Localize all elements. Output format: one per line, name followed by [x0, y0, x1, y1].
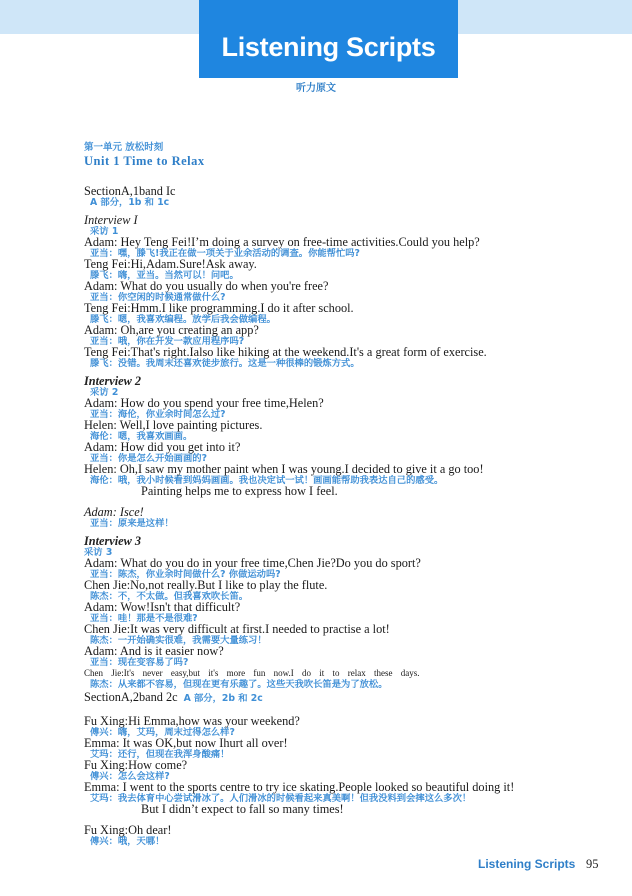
dialogue-line: Helen: Oh,I saw my mother paint when I was young.I decided to give it a go too!	[84, 462, 484, 476]
interview-2-title: Interview 2	[84, 374, 142, 388]
section-a2-title	[84, 690, 604, 706]
interview-3-title: Interview 3	[84, 534, 142, 548]
dialogue-line: Adam: How did you get into it?	[84, 440, 241, 454]
interview-2-lines	[84, 398, 604, 497]
dialogue-line: Adam: What do you usually do when you're free?	[84, 279, 329, 293]
dialogue-line-cn: 陈杰：从来都不容易，但现在更有乐趣了。这些天我吹长笛是为了放松。	[90, 679, 388, 690]
dialogue-line: Chen Jie:It's never easy,but it's more fun now.I do it to relax these days.	[84, 668, 420, 678]
dialogue-line: Adam: How do you spend your free time,Helen?	[84, 396, 324, 410]
dialogue-line-cn: 亚当：现在变容易了吗?	[90, 657, 189, 668]
dialogue-line: Adam: Hey Teng Fei!I’m doing a survey on free-time activities.Could you help?	[84, 235, 480, 249]
dialogue-line-cn: 亚当：陈杰，你业余时间做什么? 你做运动吗?	[90, 569, 281, 580]
section-a1-title: SectionA,1band Ic	[84, 184, 176, 198]
dialogue-line: Fu Xing:How come?	[84, 758, 188, 772]
dialogue-line-cn: 陈杰：一开始确实很难，我需要大量练习！	[90, 635, 267, 646]
interview-1-lines	[84, 237, 604, 369]
dialogue-line: Adam: What do you do in your free time,Chen Jie?Do you do sport?	[84, 556, 421, 570]
dialogue-continuation: Painting helps me to express how I feel.	[141, 484, 338, 498]
dialogue-line: Emma: It was OK,but now Ihurt all over!	[84, 736, 288, 750]
interview-1-title-cn: 采访 1	[90, 226, 119, 237]
dialogue-line-cn: 艾玛：我去体育中心尝试滑冰了。人们滑冰的时候看起来真美啊！但我没料到会摔这么多次！	[90, 793, 472, 804]
dialogue-line: Emma: I went to the sports centre to try ice skating.People looked so beautiful doing it!	[84, 780, 515, 794]
interview-3-lines	[84, 558, 604, 690]
interview-1-title: Interview I	[84, 213, 138, 227]
dialogue-line-cn: 亚当：海伦，你业余时间怎么过?	[90, 409, 226, 420]
dialogue-2-closing: Fu Xing:Oh dear!	[84, 823, 172, 837]
dialogue-line-cn: 陈杰：不，不太做。但我喜欢吹长笛。	[90, 591, 249, 602]
script-content	[84, 142, 604, 847]
interview-2-closing-cn: 亚当：原来是这样！	[90, 518, 174, 529]
dialogue-line-cn: 艾玛：还行，但现在我浑身酸痛！	[90, 749, 230, 760]
section-a1-cn: A 部分，1b 和 1c	[90, 197, 170, 208]
footer-label: Listening Scripts	[478, 857, 576, 871]
dialogue-line-cn: 亚当：嘿，滕飞!我正在做一项关于业余活动的调查。你能帮忙吗?	[90, 248, 360, 259]
unit-title-en: Unit 1 Time to Relax	[84, 154, 205, 168]
interview-2-closing: Adam: Isce!	[84, 505, 144, 519]
dialogue-continuation: But I didn’t expect to fall so many times!	[141, 802, 344, 816]
dialogue-line-cn: 滕飞：嗨，亚当。当然可以！问吧。	[90, 270, 239, 281]
dialogue-line: Teng Fei:Hi,Adam.Sure!Ask away.	[84, 257, 257, 271]
dialogue-line: Chen Jie:No,not really.But I like to play the flute.	[84, 578, 328, 592]
section-a2-title-en: SectionA,2band 2c	[84, 690, 178, 704]
header-tab	[199, 0, 458, 78]
interview-3-title-cn: 采访 3	[84, 547, 113, 558]
dialogue-line-cn: 海伦：嗯，我喜欢画画。	[90, 431, 193, 442]
dialogue-line: Fu Xing:Hi Emma,how was your weekend?	[84, 714, 300, 728]
dialogue-line-cn: 亚当：哇！那是不是很难?	[90, 613, 198, 624]
page-number: 95	[586, 857, 599, 871]
dialogue-2-closing-cn: 傅兴：哦，天哪！	[90, 836, 165, 847]
dialogue-line-cn: 滕飞：没错。我周末还喜欢徒步旅行。这是一种很棒的锻炼方式。	[90, 358, 360, 369]
dialogue-line: Adam: Oh,are you creating an app?	[84, 323, 259, 337]
dialogue-line-cn: 傅兴：嗨，艾玛，周末过得怎么样?	[90, 727, 235, 738]
dialogue-line: Adam: Wow!Isn't that difficult?	[84, 600, 241, 614]
dialogue-line-cn: 亚当：你是怎么开始画画的?	[90, 453, 207, 464]
dialogue-line: Adam: And is it easier now?	[84, 644, 224, 658]
unit-title-cn: 第一单元 放松时刻	[84, 142, 164, 153]
page-title: Listening Scripts	[221, 32, 436, 62]
dialogue-line: Teng Fei:Hmm.I like programming.I do it after school.	[84, 301, 354, 315]
page-subtitle: 听力原文	[296, 83, 336, 94]
section-a2-cn: A 部分，2b 和 2c	[183, 693, 263, 704]
dialogue-line-cn: 亚当：你空闲的时候通常做什么?	[90, 292, 226, 303]
dialogue-line-cn: 亚当：哦，你在开发一款应用程序吗?	[90, 336, 245, 347]
interview-2-title-cn: 采访 2	[90, 387, 119, 398]
dialogue-2-lines	[84, 716, 604, 815]
dialogue-line: Chen Jie:It was very difficult at first.I needed to practise a lot!	[84, 622, 390, 636]
dialogue-line-cn: 海伦：哦，我小时候看到妈妈画画。我也决定试一试！画画能帮助我表达自己的感受。	[90, 475, 444, 486]
dialogue-line-cn: 傅兴：怎么会这样?	[90, 771, 170, 782]
dialogue-line: Helen: Well,I love painting pictures.	[84, 418, 263, 432]
dialogue-line: Teng Fei:That's right.Ialso like hiking at the weekend.It's a great form of exercise.	[84, 345, 487, 359]
dialogue-line-cn: 滕飞：嗯，我喜欢编程。放学后我会做编程。	[90, 314, 276, 325]
